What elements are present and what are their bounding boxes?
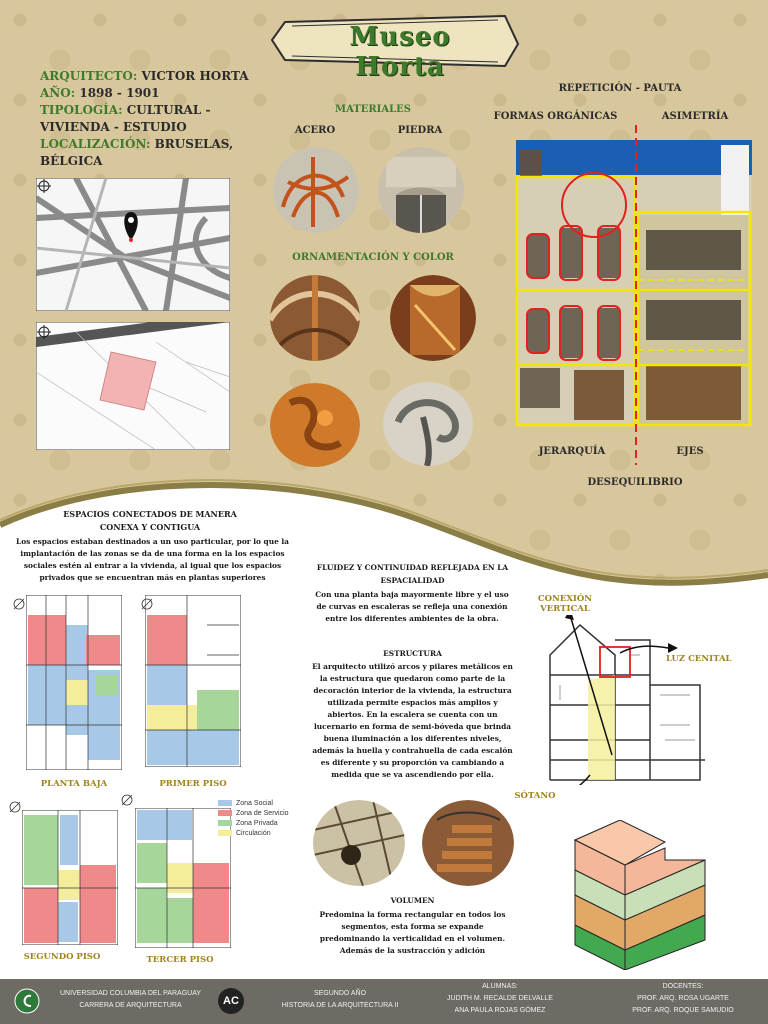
legend-item-private [218,818,289,828]
legend-label: Circulación [236,829,271,837]
north-icon-2 [140,597,154,611]
steel-photo [273,147,359,233]
teachers-label: DOCENTES: [662,983,704,990]
course-name: HISTORIA DE LA ARQUITECTURA II [281,1002,399,1009]
career-name: CARRERA DE ARQUITECTURA [79,1002,182,1009]
first-floor-label: PRIMER PISO [159,779,227,789]
plan-third-floor [135,808,231,948]
volume-isometric [565,820,715,970]
interior-photo-staircase [422,800,514,886]
north-icon-3 [8,800,22,814]
axis-dashed-line [633,125,639,465]
year-label: AÑO: [40,86,76,100]
footer [0,979,768,1024]
fluidity-title-1: FLUIDEZ Y CONTINUIDAD REFLEJADA EN LA [316,563,509,572]
typology-label: TIPOLOGÍA: [40,103,123,117]
spaces-body: Los espacios estaban destinados a un uso particular, por lo que la implantación de las zonas se da de una forma en la los espacios sociales estén al entrar a la vivienda, al igual que los espacios privados que se encuentran más en plantas superiores [16,537,289,582]
axes-label: EJES [676,446,704,457]
typology-value: CULTURAL - VIVIENDA - ESTUDIO [40,103,211,134]
steel-label: ACERO [294,125,336,136]
legend-label: Zona Social [236,799,273,807]
legend-item-social [218,798,289,808]
hierarchy-label: JERARQUÍA [538,446,606,457]
plan-second-floor [22,810,118,945]
plan-ground-floor [26,595,122,770]
volume-title: VOLUMEN [390,896,435,905]
asymmetry-label: ASIMETRÍA [661,111,729,122]
ac-logo-icon: AC [218,988,244,1014]
skylight-label: LUZ CENITAL [666,654,732,664]
ground-floor-label: PLANTA BAJA [40,779,108,789]
vertical-connection-label: CONEXIÓN VERTICAL [537,594,593,614]
structure-title: ESTRUCTURA [383,649,442,658]
legend-swatch [218,800,232,806]
repetition-label: REPETICIÓN - PAUTA [558,83,682,94]
ornament-photo-vault [270,275,360,361]
north-icon-4 [120,793,134,807]
ornament-title: ORNAMENTACIÓN Y COLOR [292,252,454,263]
course-year: SEGUNDO AÑO [313,990,367,997]
spaces-title-1: ESPACIOS CONECTADOS DE MANERA [63,509,237,519]
basement-label: SÓTANO [514,791,556,801]
zones-legend [218,798,289,838]
section-drawing [540,615,710,785]
location-value: BRUSELAS, BÉLGICA [40,137,234,168]
volume-body: Predomina la forma rectangular en todos los segmentos, esta forma se expande predominando la verticalidad en el volumen. Además de la sustracción y adición [319,910,506,955]
third-floor-label: TERCER PISO [146,955,214,965]
stone-label: PIEDRA [397,125,443,136]
interior-photo-skylight [313,800,405,886]
project-info [40,68,250,170]
ornament-photo-stair [390,275,476,361]
second-floor-label: SEGUNDO PISO [23,952,101,962]
legend-item-service [218,808,289,818]
legend-label: Zona de Servicio [236,809,289,817]
teacher-2: PROF. ARQ. ROQUE SAMUDIO [632,1007,734,1014]
ornament-photo-iron [383,382,473,466]
legend-label: Zona Privada [236,819,278,827]
location-map [36,178,230,311]
university-logo-icon [14,988,40,1014]
location-label: LOCALIZACIÓN: [40,137,151,151]
legend-swatch [218,830,232,836]
architect-value: VICTOR HORTA [141,69,249,83]
student-1: JUDITH M. RECALDE DELVALLE [447,995,553,1002]
students-label: ALUMNAS: [482,983,518,990]
site-plan [36,322,230,450]
teacher-1: PROF. ARQ. ROSA UGARTE [637,995,729,1002]
fluidity-body: Con una planta baja mayormente libre y el uso de curvas en escaleras se refleja una conexión entre los diferentes ambientes de la obra. [315,590,509,623]
plan-first-floor [145,595,241,767]
ornament-photo-wood [270,383,360,467]
organic-forms-label: FORMAS ORGÁNICAS [493,111,618,122]
university-name: UNIVERSIDAD COLUMBIA DEL PARAGUAY [59,990,202,997]
legend-item-circulation [218,828,289,838]
materials-title: MATERIALES [335,104,411,115]
structure-body: El arquitecto utilizó arcos y pilares metálicos en la estructura que quedaron como parte de la decoración interior de la vivienda, la estructura utilizada permite espacios más amplios y abiertos. En la escalera se cuenta con un lucernario en forma de semi-bóveda que brinda buena iluminación a los diferentes niveles, además la huella y contrahuella de cada escalón es diferente y su proporción va cambiando a medida que se va ascendiendo por ella. [312,662,513,779]
fluidity-title-2: ESPACIALIDAD [380,576,445,585]
legend-swatch [218,820,232,826]
student-2: ANA PAULA ROJAS GÓMEZ [454,1007,546,1014]
stone-photo [378,147,464,233]
imbalance-label: DESEQUILIBRIO [587,477,683,488]
year-value: 1898 - 1901 [79,86,160,100]
north-icon-1 [12,597,26,611]
page-title: Museo Horta [349,22,451,82]
spaces-title-2: CONEXA Y CONTIGUA [99,522,201,532]
architect-label: ARQUITECTO: [40,69,138,83]
legend-swatch [218,810,232,816]
